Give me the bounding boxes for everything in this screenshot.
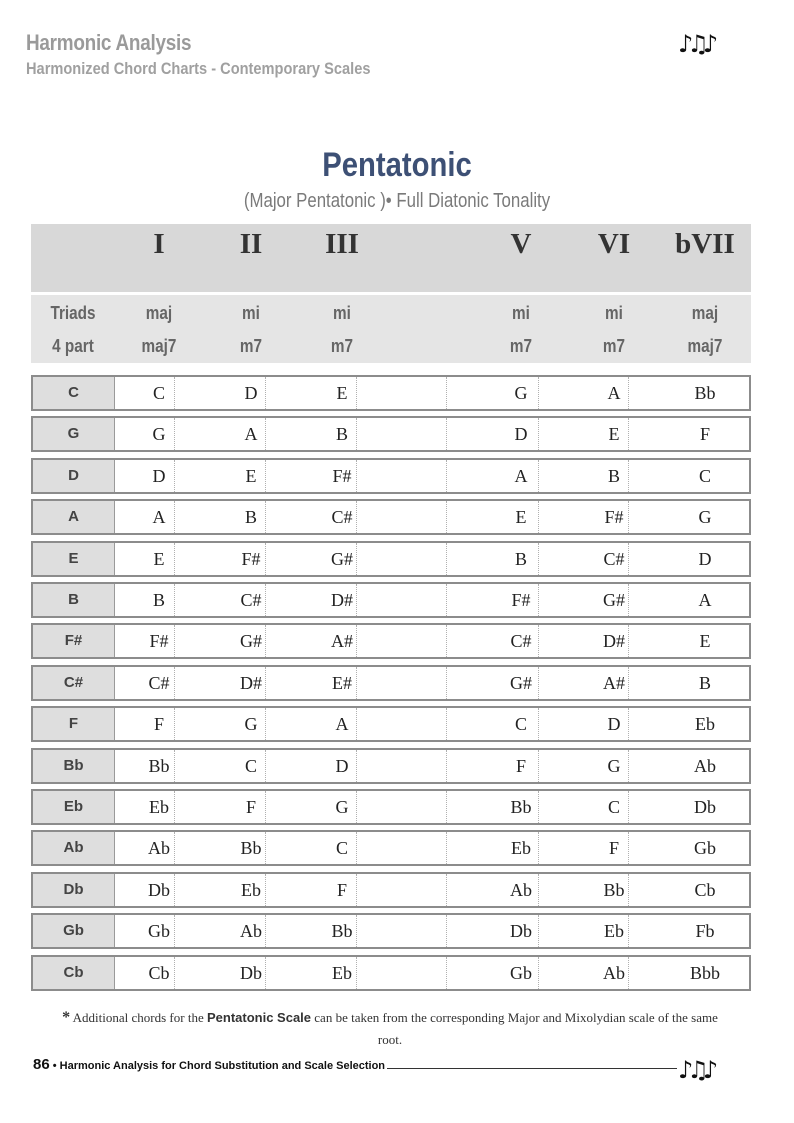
- chord-cell: E: [153, 548, 165, 569]
- row-key: Gb: [33, 915, 115, 947]
- table-row: [31, 499, 751, 535]
- degree-heading: I: [153, 228, 165, 260]
- four-part-quality: maj7: [687, 336, 723, 356]
- chord-cell: B: [514, 548, 527, 569]
- degree-heading: V: [510, 228, 532, 260]
- page-header: [26, 30, 427, 79]
- chord-cell: C#: [240, 590, 262, 610]
- table-row: [31, 416, 751, 452]
- chord-cell: F#: [604, 507, 624, 528]
- chord-cell: G#: [240, 631, 262, 652]
- row-key: A: [33, 501, 115, 533]
- chord-cell: G#: [510, 672, 532, 693]
- table-row: [31, 582, 751, 618]
- row-key: Cb: [33, 957, 115, 989]
- chord-cell: [388, 377, 478, 409]
- chord-cell: [388, 667, 478, 699]
- chord-cell: Ab: [603, 962, 625, 983]
- chord-cell: F: [699, 424, 710, 445]
- header-title: Harmonic Analysis: [26, 30, 192, 55]
- degree-heading: II: [239, 228, 263, 260]
- chord-cell: Eb: [332, 962, 352, 983]
- chord-cell: E: [336, 383, 348, 403]
- chord-cell: D: [698, 548, 712, 569]
- four-part-quality: m7: [509, 336, 533, 356]
- chord-cell: Eb: [604, 921, 624, 942]
- chord-cell: Cb: [694, 879, 716, 900]
- four-part-quality: m7: [330, 336, 354, 356]
- triad-quality: maj: [145, 303, 173, 323]
- degree-heading: VI: [597, 228, 631, 260]
- triad-quality: mi: [333, 303, 351, 323]
- row-key: C: [33, 377, 115, 409]
- page-number: 86: [33, 1056, 50, 1073]
- footer-text: • Harmonic Analysis for Chord Substitution and Scale Selection: [49, 1060, 386, 1072]
- chord-cell: C: [152, 383, 165, 403]
- footnote: [60, 1007, 720, 1051]
- four-part-quality: m7: [239, 336, 263, 356]
- chord-cell: [388, 915, 478, 947]
- chord-cell: [388, 418, 478, 450]
- footnote-bold: Pentatonic Scale: [206, 1010, 312, 1025]
- chord-cell: Eb: [695, 714, 715, 735]
- row-key: G: [33, 418, 115, 450]
- chord-cell: C#: [148, 672, 170, 693]
- table-row: [31, 665, 751, 701]
- chord-cell: Cb: [148, 962, 170, 983]
- header-subtitle: Harmonized Chord Charts - Contemporary Scales: [26, 59, 371, 78]
- table-row: [31, 458, 751, 494]
- chord-cell: A: [698, 590, 712, 610]
- chord-cell: E: [245, 465, 257, 486]
- chord-cell: G: [607, 755, 621, 776]
- chord-cell: Bb: [240, 838, 262, 859]
- chord-cell: Ab: [240, 921, 262, 942]
- chord-cell: C: [244, 755, 257, 776]
- chord-cell: B: [244, 507, 257, 528]
- chord-cell: D: [607, 714, 621, 735]
- row-key: F#: [33, 625, 115, 657]
- table-row: [31, 706, 751, 742]
- chord-cell: B: [152, 590, 165, 610]
- row-key: E: [33, 543, 115, 575]
- row-key: Db: [33, 874, 115, 906]
- table-row: [31, 789, 751, 825]
- chord-cell: [388, 625, 478, 657]
- chord-cell: C: [607, 797, 620, 817]
- row-key: D: [33, 460, 115, 492]
- chord-cell: Gb: [694, 838, 716, 859]
- chord-cell: G: [698, 507, 712, 528]
- chord-cell: A: [514, 465, 528, 486]
- chord-cell: Eb: [149, 797, 169, 817]
- chord-cell: D: [152, 465, 166, 486]
- footnote-star: *: [62, 1009, 71, 1026]
- chord-cell: A#: [603, 672, 625, 693]
- chord-cell: B: [698, 672, 711, 693]
- table-row: [31, 375, 751, 411]
- chord-cell: E#: [332, 672, 352, 693]
- chord-cell: F#: [511, 590, 531, 610]
- chord-cell: C#: [331, 507, 353, 528]
- chord-cell: F#: [149, 631, 169, 652]
- footnote-pre: Additional chords for the: [72, 1010, 207, 1025]
- triad-quality: mi: [242, 303, 260, 323]
- chord-cell: E: [515, 507, 527, 528]
- chord-cell: [388, 460, 478, 492]
- table-row: [31, 955, 751, 991]
- chord-cell: G#: [331, 548, 353, 569]
- chord-cell: D#: [603, 631, 625, 652]
- table-row: [31, 872, 751, 908]
- chord-cell: Ab: [148, 838, 170, 859]
- four-part-quality: maj7: [141, 336, 177, 356]
- section-subtitle: (Major Pentatonic )• Full Diatonic Tonality: [243, 190, 551, 212]
- chord-cell: Bb: [510, 797, 532, 817]
- row-key: Ab: [33, 832, 115, 864]
- four-part-label: 4 part: [52, 336, 94, 356]
- chord-cell: F#: [332, 465, 352, 486]
- chord-cell: D: [244, 383, 258, 403]
- chord-cell: Fb: [695, 921, 715, 942]
- chord-cell: G: [514, 383, 528, 403]
- row-key: F: [33, 708, 115, 740]
- chord-cell: [388, 874, 478, 906]
- chord-cell: Db: [148, 879, 170, 900]
- chord-cell: A#: [331, 631, 353, 652]
- triad-quality: mi: [605, 303, 623, 323]
- degree-heading: bVII: [675, 228, 735, 260]
- chord-cell: Gb: [510, 962, 532, 983]
- chord-cell: G: [244, 714, 258, 735]
- chord-cell: B: [335, 424, 348, 445]
- chord-cell: [388, 584, 478, 616]
- table-row: [31, 541, 751, 577]
- chord-cell: D#: [331, 590, 353, 610]
- chord-cell: [388, 957, 478, 989]
- triads-label: Triads: [50, 303, 96, 323]
- chord-cell: E: [608, 424, 620, 445]
- music-notes-icon: ♪♫♪: [678, 30, 713, 58]
- chord-cell: F#: [241, 548, 261, 569]
- four-part-quality: m7: [602, 336, 626, 356]
- chord-cell: F: [336, 879, 347, 900]
- chord-cell: Gb: [148, 921, 170, 942]
- chord-cell: C#: [510, 631, 532, 652]
- footnote-post: can be taken from the corresponding Major and Mixolydian scale of the same root.: [311, 1010, 718, 1047]
- chord-cell: E: [699, 631, 711, 652]
- chord-cell: A: [335, 714, 349, 735]
- chord-cell: Bb: [148, 755, 170, 776]
- chord-cell: [388, 543, 478, 575]
- chord-cell: Db: [510, 921, 532, 942]
- chord-cell: Bb: [694, 383, 716, 403]
- chord-cell: A: [607, 383, 621, 403]
- chord-cell: Bb: [603, 879, 625, 900]
- table-row: [31, 623, 751, 659]
- table-row: [31, 830, 751, 866]
- chord-cell: Eb: [511, 838, 531, 859]
- chord-cell: D: [514, 424, 528, 445]
- row-key: C#: [33, 667, 115, 699]
- chord-cell: [388, 750, 478, 782]
- chord-cell: D#: [240, 672, 262, 693]
- chord-cell: C: [514, 714, 527, 735]
- row-key: B: [33, 584, 115, 616]
- chord-cell: Db: [240, 962, 262, 983]
- table-row: [31, 913, 751, 949]
- chord-cell: Ab: [510, 879, 532, 900]
- music-notes-icon: ♪♫♪: [678, 1056, 713, 1084]
- chord-cell: C: [698, 465, 711, 486]
- chord-cell: F: [245, 797, 256, 817]
- row-key: Bb: [33, 750, 115, 782]
- chord-cell: F: [608, 838, 619, 859]
- chord-cell: [388, 832, 478, 864]
- chord-cell: F: [153, 714, 164, 735]
- chord-cell: Ab: [694, 755, 716, 776]
- chord-cell: Eb: [241, 879, 261, 900]
- chord-cell: C: [335, 838, 348, 859]
- chord-cell: [388, 791, 478, 823]
- chord-cell: G#: [603, 590, 625, 610]
- chord-cell: G: [152, 424, 166, 445]
- chord-cell: F: [515, 755, 526, 776]
- row-key: Eb: [33, 791, 115, 823]
- chord-cell: A: [244, 424, 258, 445]
- chord-cell: Bb: [331, 921, 353, 942]
- chord-cell: Bbb: [689, 962, 720, 983]
- triad-quality: mi: [512, 303, 530, 323]
- page-footer: [33, 1056, 385, 1073]
- chord-cell: [388, 708, 478, 740]
- triad-quality: maj: [691, 303, 719, 323]
- chord-cell: B: [607, 465, 620, 486]
- table-row: [31, 748, 751, 784]
- footer-rule: [387, 1068, 677, 1069]
- chord-cell: C#: [603, 548, 625, 569]
- chord-cell: A: [152, 507, 166, 528]
- section-title: Pentatonic: [322, 146, 472, 184]
- chord-cell: D: [335, 755, 349, 776]
- degree-heading: III: [325, 228, 359, 260]
- chord-cell: [388, 501, 478, 533]
- chord-cell: G: [335, 797, 349, 817]
- chord-cell: Db: [694, 797, 716, 817]
